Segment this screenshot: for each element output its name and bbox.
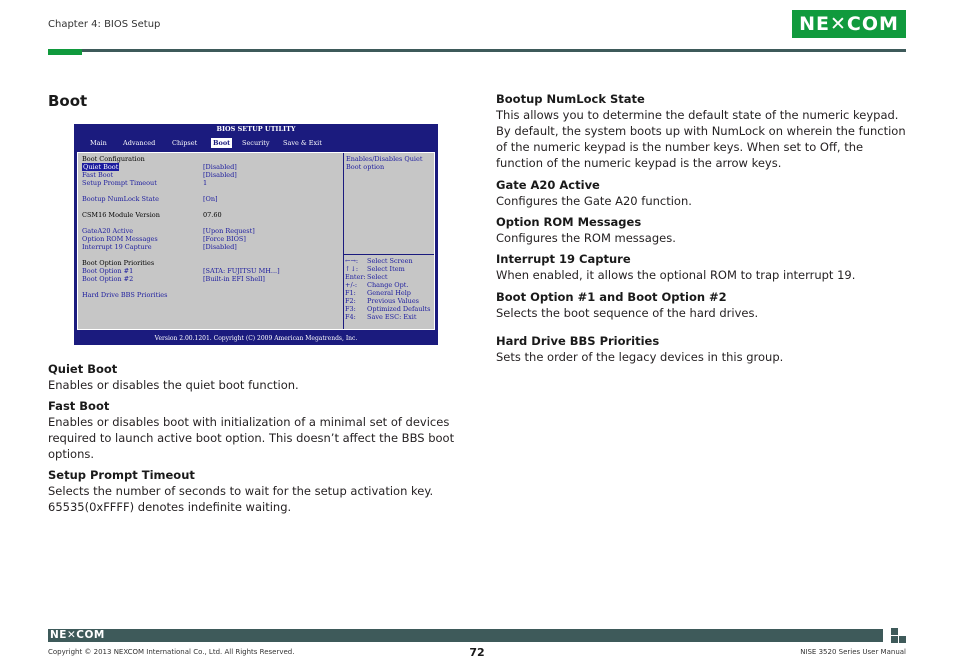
chapter-title: Chapter 4: BIOS Setup — [48, 19, 161, 30]
bios-setting-label: Quiet Boot — [83, 163, 119, 171]
bios-key-action: Save ESC: Exit — [367, 313, 417, 321]
section-body: When enabled, it allows the optional ROM to trap interrupt 19. — [496, 268, 856, 282]
bios-setting-setup-prompt-timeout[interactable]: Setup Prompt Timeout — [82, 179, 157, 187]
bios-help-divider — [343, 254, 434, 255]
bios-key: ←→: — [345, 257, 359, 265]
bios-setting-option-rom[interactable]: Option ROM Messages — [82, 235, 158, 243]
bios-key-action: Select Screen — [367, 257, 413, 265]
section-boot-option — [496, 290, 906, 321]
section-setup-prompt-timeout — [48, 468, 458, 515]
bios-boot-priorities-heading: Boot Option Priorities — [82, 259, 155, 267]
bios-key-action: Previous Values — [367, 297, 419, 305]
header-accent — [48, 49, 82, 55]
bios-tab-chipset[interactable]: Chipset — [172, 139, 198, 147]
section-heading: Option ROM Messages — [496, 215, 642, 229]
section-heading: Quiet Boot — [48, 362, 118, 376]
bios-divider — [343, 153, 344, 329]
bios-tab-boot[interactable]: Boot — [213, 139, 231, 147]
bios-tab-main[interactable]: Main — [90, 139, 107, 147]
section-gate-a20 — [496, 178, 906, 209]
bios-setting-quiet-boot[interactable] — [82, 163, 119, 171]
bios-key-action: Change Opt. — [367, 281, 409, 289]
bios-value-option-rom[interactable]: [Force BIOS] — [203, 235, 246, 243]
bios-setting-fast-boot[interactable]: Fast Boot — [82, 171, 114, 179]
section-body: Sets the order of the legacy devices in this group. — [496, 350, 784, 364]
bios-key: F4: — [345, 313, 356, 321]
section-body: Selects the boot sequence of the hard drives. — [496, 306, 759, 320]
footer-bar — [48, 629, 883, 642]
logo-text: NE✕COM — [799, 13, 899, 35]
page-title: Boot — [48, 92, 88, 110]
section-heading: Bootup NumLock State — [496, 92, 645, 106]
bios-key: ↑↓: — [345, 265, 359, 273]
bios-value-csm16: 07.60 — [203, 211, 222, 219]
section-body: Selects the number of seconds to wait for the setup activation key. 65535(0xFFFF) denotes indefinite waiting. — [48, 484, 434, 514]
bios-settings-panel — [77, 152, 435, 330]
bios-value-gatea20[interactable]: [Upon Request] — [203, 227, 255, 235]
bios-key: Enter: — [345, 273, 366, 281]
bios-help-line-1: Enables/Disables Quiet — [346, 155, 423, 163]
header-rule — [48, 49, 906, 52]
bios-value-fast-boot[interactable]: [Disabled] — [203, 171, 237, 179]
section-heading: Interrupt 19 Capture — [496, 252, 631, 266]
bios-key-action: General Help — [367, 289, 411, 297]
section-hdd-bbs — [496, 334, 906, 365]
bios-value-boot-option-1[interactable]: [SATA: FUJITSU MH...] — [203, 267, 280, 275]
footer-squares-icon — [891, 628, 907, 643]
section-body: This allows you to determine the default state of the numeric keypad. By default, the system boots up with NumLock on wherein the function of the numeric keypad is the number keys. When set to Off, the function of the numeric keypad is the arrow keys. — [496, 108, 906, 170]
section-quiet-boot — [48, 362, 458, 393]
section-body: Enables or disables the quiet boot function. — [48, 378, 299, 392]
bios-key: F1: — [345, 289, 356, 297]
nexcom-logo — [792, 10, 906, 38]
copyright-text: Copyright © 2013 NEXCOM International Co., Ltd. All Rights Reserved. — [48, 648, 295, 656]
bios-value-boot-option-2[interactable]: [Built-in EFI Shell] — [203, 275, 265, 283]
bios-tab-save-exit[interactable]: Save & Exit — [283, 139, 322, 147]
manual-name: NISE 3520 Series User Manual — [800, 648, 906, 656]
bios-key: F2: — [345, 297, 356, 305]
section-body: Configures the Gate A20 function. — [496, 194, 692, 208]
bios-setting-boot-option-2[interactable]: Boot Option #2 — [82, 275, 134, 283]
bios-key: F3: — [345, 305, 356, 313]
footer-logo: NE✕COM — [50, 629, 105, 641]
bios-key-action: Select — [367, 273, 388, 281]
section-heading: Boot Option #1 and Boot Option #2 — [496, 290, 727, 304]
section-option-rom — [496, 215, 906, 246]
bios-setting-hdd-bbs[interactable]: Hard Drive BBS Priorities — [82, 291, 168, 299]
section-heading: Fast Boot — [48, 399, 110, 413]
section-body: Enables or disables boot with initialization of a minimal set of devices required to launch active boot option. This doesn’t affect the BBS boot options. — [48, 415, 455, 461]
section-fast-boot — [48, 399, 458, 462]
bios-boot-configuration-heading: Boot Configuration — [82, 155, 145, 163]
bios-screenshot — [74, 124, 438, 345]
bios-value-bootup-numlock[interactable]: [On] — [203, 195, 218, 203]
bios-value-quiet-boot[interactable]: [Disabled] — [203, 163, 237, 171]
bios-help-line-2: Boot option — [346, 163, 385, 171]
bios-key: +/-: — [345, 281, 358, 289]
section-heading: Hard Drive BBS Priorities — [496, 334, 660, 348]
bios-setting-boot-option-1[interactable]: Boot Option #1 — [82, 267, 134, 275]
bios-tab-security[interactable]: Security — [242, 139, 270, 147]
bios-key-action: Select Item — [367, 265, 405, 273]
page-number: 72 — [469, 646, 485, 659]
bios-tab-bar — [74, 135, 438, 151]
bios-setting-interrupt19[interactable]: Interrupt 19 Capture — [82, 243, 152, 251]
bios-version-footer: Version 2.00.1201. Copyright (C) 2009 American Megatrends, Inc. — [154, 335, 358, 342]
bios-value-setup-prompt-timeout[interactable]: 1 — [203, 179, 208, 187]
bios-setting-bootup-numlock[interactable]: Bootup NumLock State — [82, 195, 159, 203]
section-heading: Setup Prompt Timeout — [48, 468, 195, 482]
section-interrupt-19 — [496, 252, 906, 283]
bios-key-action: Optimized Defaults — [367, 305, 431, 313]
bios-setting-gatea20[interactable]: GateA20 Active — [82, 227, 134, 235]
bios-value-interrupt19[interactable]: [Disabled] — [203, 243, 237, 251]
section-heading: Gate A20 Active — [496, 178, 600, 192]
bios-setting-csm16: CSM16 Module Version — [82, 211, 160, 219]
bios-title: BIOS SETUP UTILITY — [216, 125, 296, 133]
section-bootup-numlock — [496, 92, 906, 171]
bios-tab-advanced[interactable]: Advanced — [123, 139, 156, 147]
section-body: Configures the ROM messages. — [496, 231, 676, 245]
